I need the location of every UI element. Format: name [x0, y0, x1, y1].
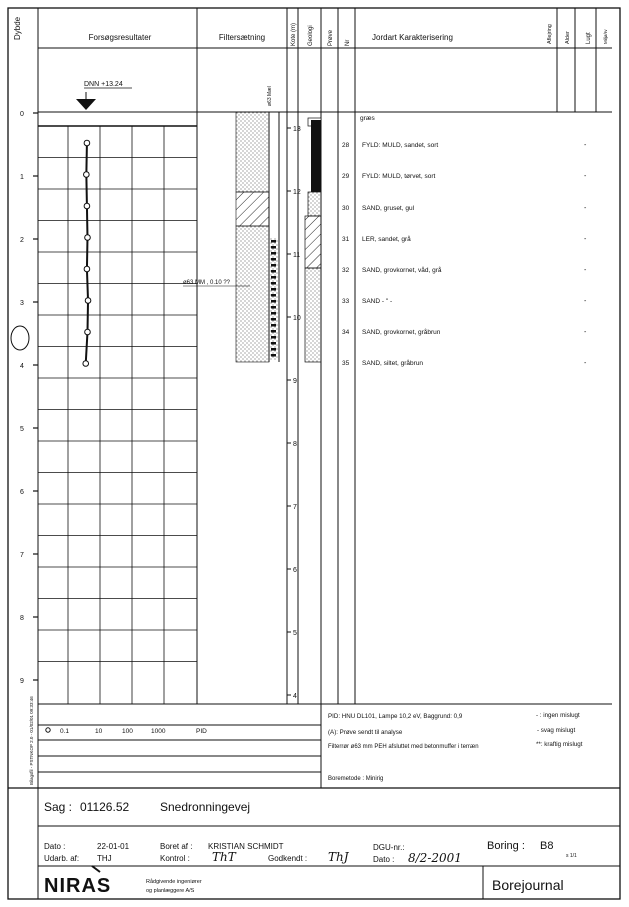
soil-odour: -	[584, 360, 587, 367]
drilled-by-label: Boret af :	[160, 842, 193, 851]
depth-label: 4	[20, 363, 24, 370]
depth-label: 1	[20, 174, 24, 181]
soil-description: FYLD: MULD, sandet, sort	[362, 142, 439, 149]
pid-tick-3: 1000	[151, 728, 166, 735]
filter-screen	[270, 238, 278, 360]
drill-method-note: Boremetode : Minirig	[328, 776, 384, 782]
depth-label: 9	[20, 678, 24, 685]
soil-descriptions	[342, 115, 587, 367]
sand-layer	[305, 268, 321, 362]
filter-note: ø63 MM , 0.10 ??	[183, 280, 231, 286]
soil-odour: -	[584, 173, 587, 180]
kote-label: 6	[293, 567, 297, 574]
dnn-label: DNN +13.24	[84, 81, 123, 88]
filter-pipe-note: Filterrør ø63 mm PEH afsluttet med betonmuffer i terræn	[328, 744, 479, 750]
soil-odour: -	[584, 236, 587, 243]
screen-slot	[271, 318, 276, 321]
deposit-header: Aflejring	[547, 24, 553, 44]
pid-note: PID: HNU DL101, Lampe 10,2 eV, Baggrund: 0,9	[328, 713, 463, 720]
screen-slot	[271, 246, 276, 249]
soil-description: SAND - " -	[362, 298, 393, 305]
soil-sample-nr: 32	[342, 267, 350, 274]
screen-slot	[271, 288, 276, 291]
soil-description: SAND, gruset, gul	[362, 205, 415, 212]
soil-sample-nr: 31	[342, 236, 350, 243]
depth-label: 5	[20, 426, 24, 433]
pid-tick-1: 10	[95, 728, 103, 735]
pid-point	[85, 329, 91, 335]
kote-label: 4	[293, 693, 297, 700]
screen-slot	[271, 252, 276, 255]
soil-description: græs	[360, 115, 375, 122]
document-title: Borejournal	[492, 877, 564, 893]
depth-label: 8	[20, 615, 24, 622]
made-by-label: Udarb. af:	[44, 854, 80, 863]
filter-side-label: ø63 Mæl	[267, 86, 273, 106]
kote-label: 13	[293, 126, 301, 133]
screen-slot	[271, 258, 276, 261]
clay-layer	[305, 216, 321, 268]
ground-level-marker	[76, 81, 132, 110]
pid-point	[84, 266, 90, 272]
company-line1: Rådgivende ingeniører	[146, 879, 202, 885]
boring-label: Boring :	[487, 840, 525, 852]
kote-label: 12	[293, 189, 301, 196]
soil-description: SAND, grovkornet, gråbrun	[362, 329, 441, 336]
odour-header: Lugt	[586, 32, 592, 44]
date2-signature: 8/2-2001	[408, 851, 462, 865]
soil-odour: -	[584, 298, 587, 305]
control-label: Kontrol :	[160, 854, 190, 863]
kote-label: 9	[293, 378, 297, 385]
filter-header: Filtersætning	[218, 33, 266, 42]
screen-slot	[271, 300, 276, 303]
kote-label: 11	[293, 252, 301, 259]
pid-point	[84, 203, 90, 209]
soil-sample-nr: 30	[342, 205, 350, 212]
logo-accent-icon	[92, 866, 100, 872]
screen-slot	[271, 282, 276, 285]
sag-number: 01126.52	[80, 800, 130, 814]
nr-header: Nr	[345, 39, 351, 46]
soil-description: FYLD: MULD, tørvet, sort	[362, 173, 436, 180]
kote-label: 7	[293, 504, 297, 511]
screen-slot	[271, 306, 276, 309]
depth-axis	[20, 111, 38, 685]
kote-label: 5	[293, 630, 297, 637]
depth-label: 6	[20, 489, 24, 496]
soil-odour: -	[584, 329, 587, 336]
depth-label: 0	[20, 111, 24, 118]
screen-slot	[271, 264, 276, 267]
screen-slot	[271, 354, 276, 357]
ground-arrow-icon	[76, 99, 96, 110]
soil-odour: -	[584, 267, 587, 274]
age-header: Alder	[565, 31, 571, 44]
approved-label: Godkendt :	[268, 854, 308, 863]
page-number: s 1/1	[566, 853, 577, 859]
margin-mark	[11, 326, 29, 350]
made-by-value: THJ	[97, 854, 112, 863]
soil-description: LER, sandet, grå	[362, 236, 411, 243]
soil-sample-nr: 28	[342, 142, 350, 149]
boring-value: B8	[540, 840, 554, 852]
date-label: Dato :	[44, 842, 66, 851]
legend-none: - : ingen mislugt	[536, 712, 580, 719]
date-value: 22-01-01	[97, 842, 130, 851]
geology-header: Geologi	[308, 25, 314, 46]
sample-header: Prøve	[328, 29, 334, 46]
company-logo: NIRAS	[44, 875, 112, 897]
pid-axis-section	[38, 704, 583, 788]
pid-point	[85, 298, 91, 304]
legend-strong: **: kraftig mislugt	[536, 741, 583, 748]
soil-description: SAND, siltet, gråbrun	[362, 360, 424, 367]
screen-slot	[271, 348, 276, 351]
sag-label: Sag :	[44, 800, 73, 814]
pid-point	[84, 172, 90, 178]
pid-axis-label: PID	[196, 728, 207, 735]
kote-header: Kote (m)	[291, 22, 297, 46]
dgu-label: DGU-nr.:	[373, 843, 405, 852]
soil-odour: -	[584, 205, 587, 212]
screen-slot	[271, 342, 276, 345]
fill-black-layer	[311, 120, 321, 192]
depth-label: 7	[20, 552, 24, 559]
soil-sample-nr: 34	[342, 329, 350, 336]
legend-weak: - svag mislugt	[537, 727, 576, 734]
kote-label: 8	[293, 441, 297, 448]
company-line2: og planlæggere A/S	[146, 888, 195, 894]
approved-signature: ThJ	[328, 850, 349, 864]
sample-note: (A): Prøve sendt til analyse	[328, 729, 403, 736]
kote-axis	[287, 126, 301, 700]
filter-clay-seal	[236, 192, 269, 226]
soil-sample-nr: 35	[342, 360, 350, 367]
filter-sand-fill-upper	[236, 112, 269, 192]
results-grid	[38, 126, 197, 704]
geology-column	[305, 118, 321, 362]
side-file-stamp: Bilagsfil - PSTNKOP 2.0 - 01/02/01 09:33:46	[29, 696, 34, 785]
test-results-header: Forsøgsresultater	[88, 33, 152, 42]
pid-point	[85, 235, 91, 241]
pid-point	[83, 361, 89, 367]
pid-point	[84, 140, 90, 146]
kote-label: 10	[293, 315, 301, 322]
control-signature: ThT	[212, 850, 236, 864]
screen-slot	[271, 330, 276, 333]
screen-slot	[271, 324, 276, 327]
drilled-by-value: KRISTIAN SCHMIDT	[208, 842, 284, 851]
title-block	[8, 788, 620, 899]
soil-sample-nr: 29	[342, 173, 350, 180]
date2-label: Dato :	[373, 855, 395, 864]
filter-sand-fill-lower	[236, 226, 269, 362]
soil-odour: -	[584, 142, 587, 149]
soil-header: Jordart Karakterisering	[372, 33, 453, 42]
depth-label: 2	[20, 237, 24, 244]
screen-slot	[271, 270, 276, 273]
depth-label: 3	[20, 300, 24, 307]
soil-sample-nr: 33	[342, 298, 350, 305]
sag-name: Snedronningevej	[160, 800, 251, 814]
soil-description: SAND, grovkornet, våd, grå	[362, 267, 442, 274]
environment-header: Miljø/rv	[603, 29, 608, 44]
screen-slot	[271, 312, 276, 315]
depth-header: Dybde	[13, 16, 22, 40]
pid-tick-0: 0.1	[60, 728, 70, 735]
screen-slot	[271, 336, 276, 339]
pid-tick-2: 100	[122, 728, 133, 735]
screen-slot	[271, 240, 276, 243]
screen-slot	[271, 294, 276, 297]
screen-slot	[271, 276, 276, 279]
